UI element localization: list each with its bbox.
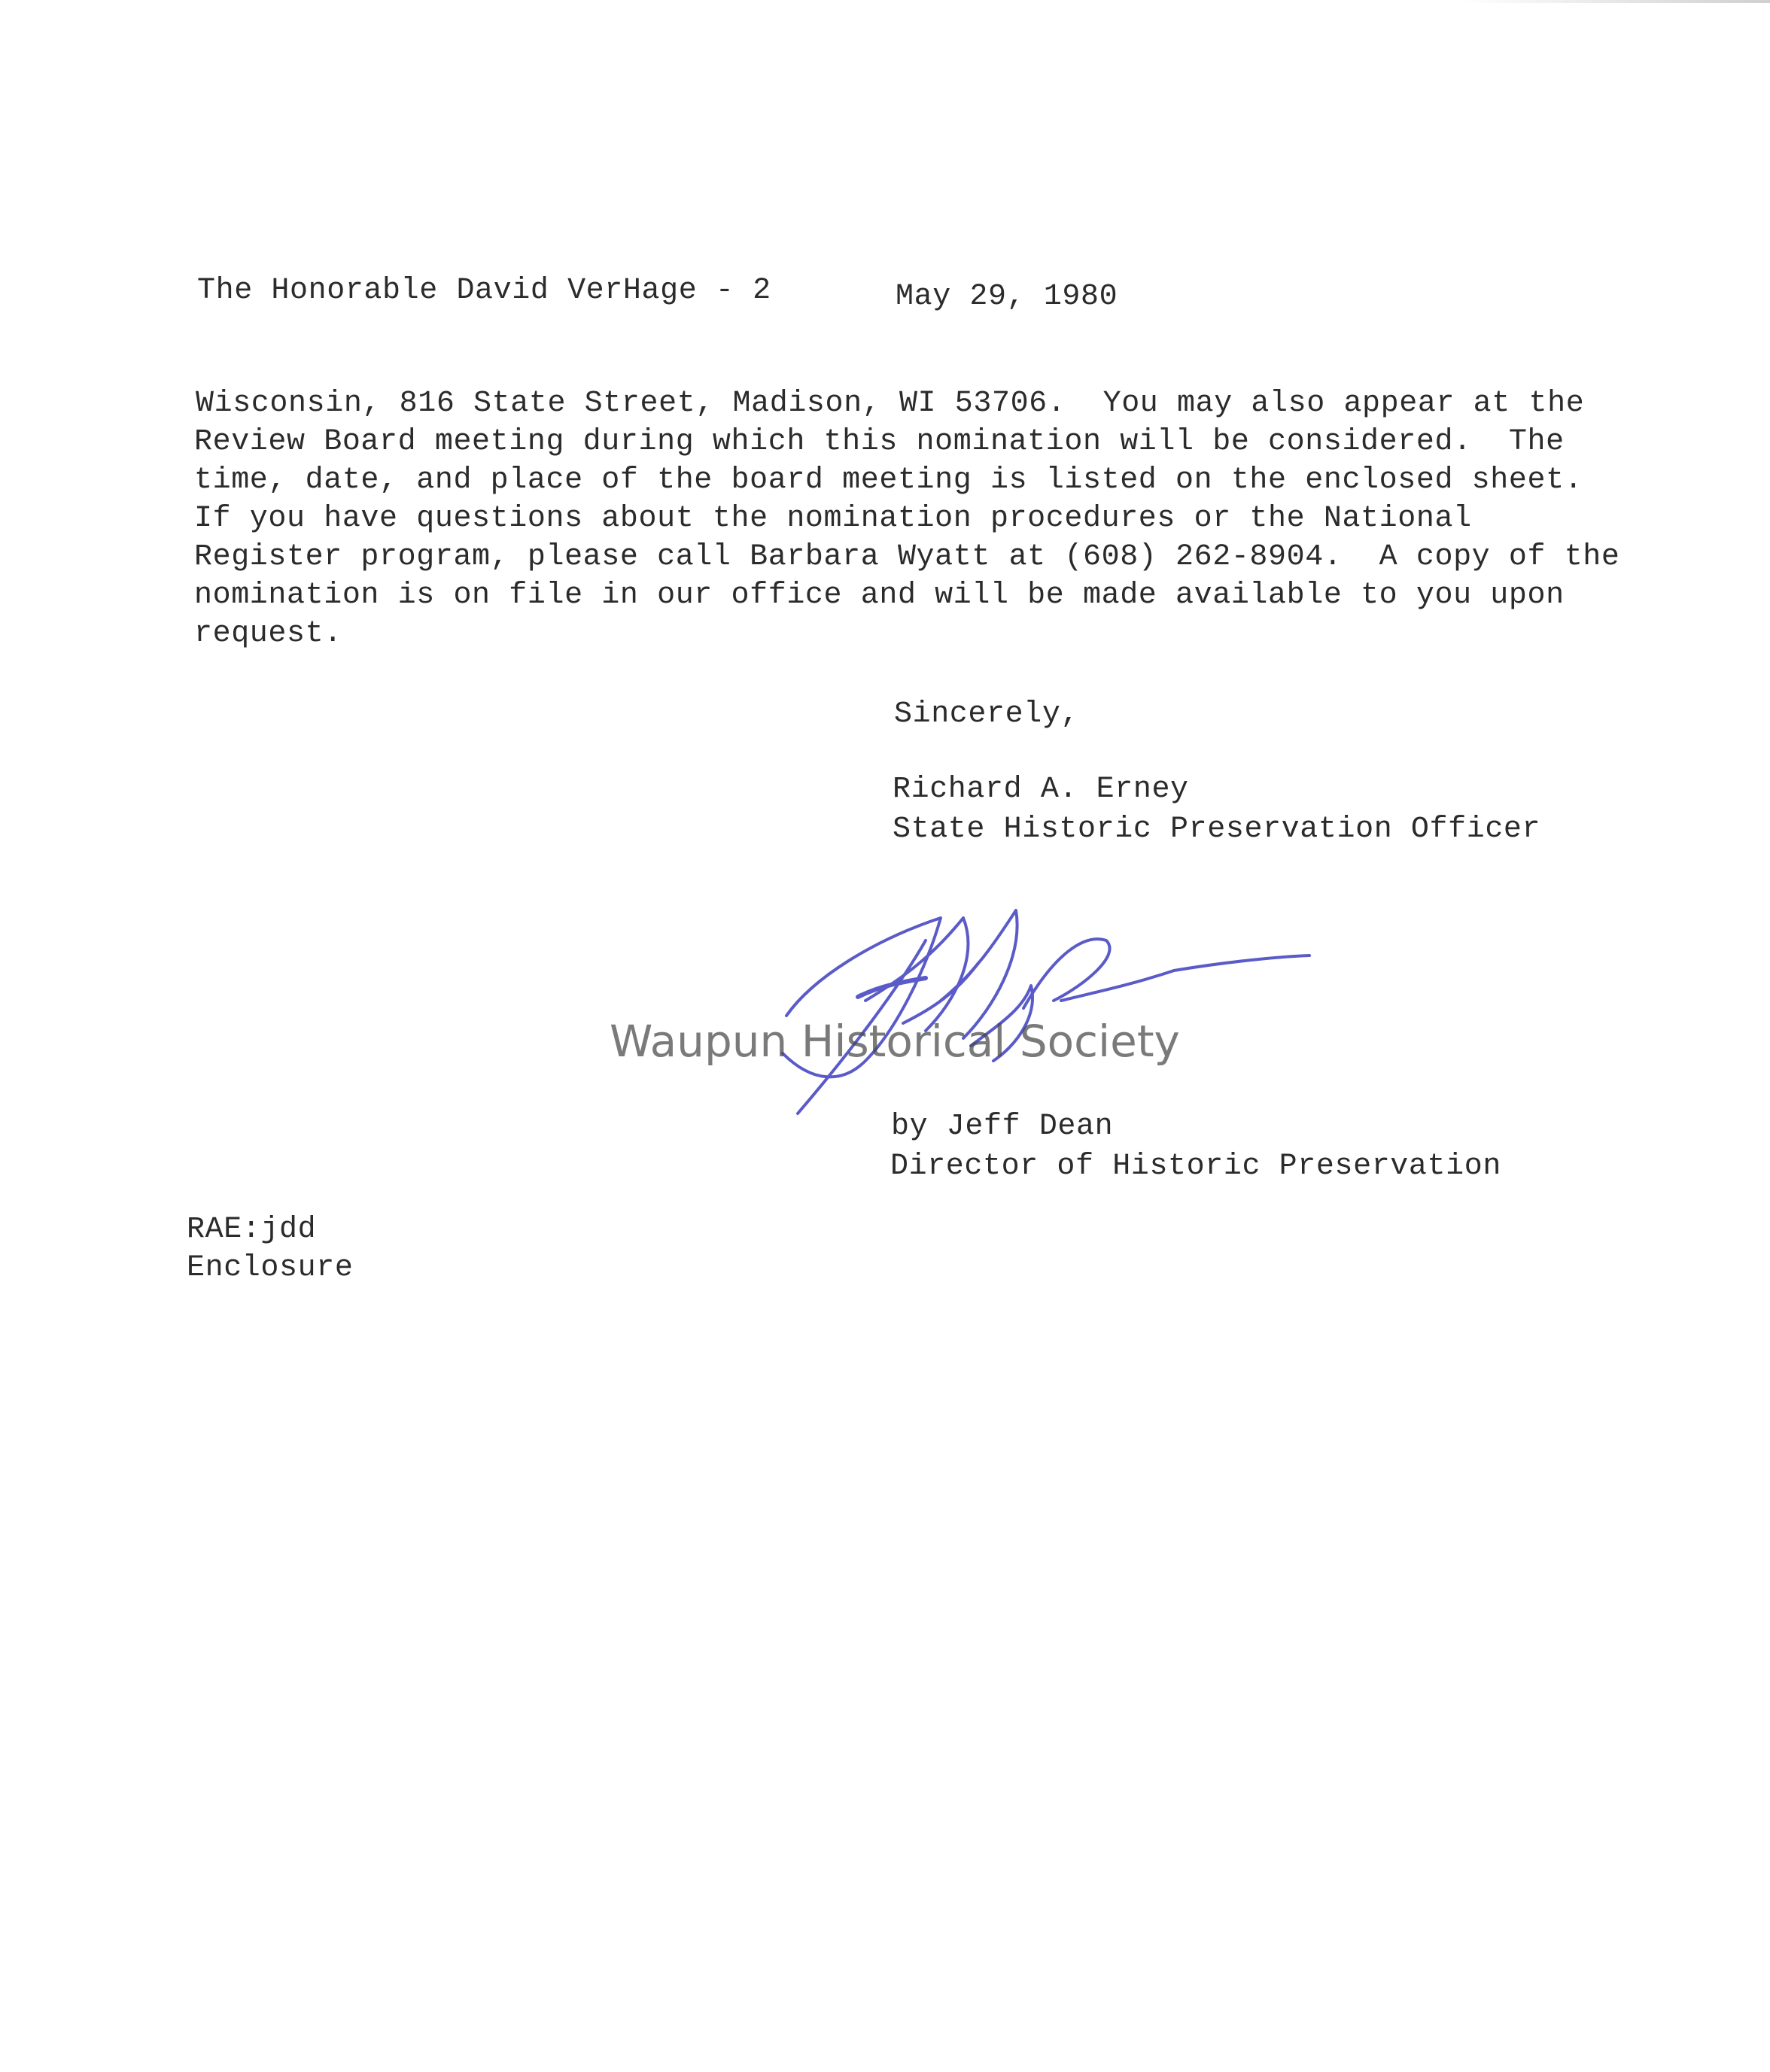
body-line: nomination is on file in our office and will be made available to you upon <box>194 579 1565 612</box>
signer-title: State Historic Preservation Officer <box>893 813 1541 846</box>
reference-initials: RAE:jdd <box>187 1213 317 1247</box>
body-line: request. <box>194 617 342 651</box>
letter-date: May 29, 1980 <box>896 280 1118 314</box>
watermark: Waupun Historical Society <box>610 1016 1180 1067</box>
recipient-page-header: The Honorable David VerHage - 2 <box>197 274 771 308</box>
closing: Sincerely, <box>894 697 1080 731</box>
delegate-title: Director of Historic Preservation <box>890 1150 1501 1183</box>
scan-edge-mark <box>1460 0 1770 3</box>
signer-name: Richard A. Erney <box>893 773 1189 807</box>
body-line: Wisconsin, 816 State Street, Madison, WI 53706. You may also appear at the <box>196 387 1585 421</box>
delegate-name: by Jeff Dean <box>891 1110 1114 1144</box>
body-line: Register program, please call Barbara Wyatt at (608) 262-8904. A copy of the <box>194 540 1620 574</box>
enclosure-note: Enclosure <box>187 1251 354 1285</box>
body-line: Review Board meeting during which this nomination will be considered. The <box>194 425 1565 459</box>
body-line: time, date, and place of the board meeting is listed on the enclosed sheet. <box>194 463 1583 497</box>
body-line: If you have questions about the nomination procedures or the National <box>194 502 1472 536</box>
